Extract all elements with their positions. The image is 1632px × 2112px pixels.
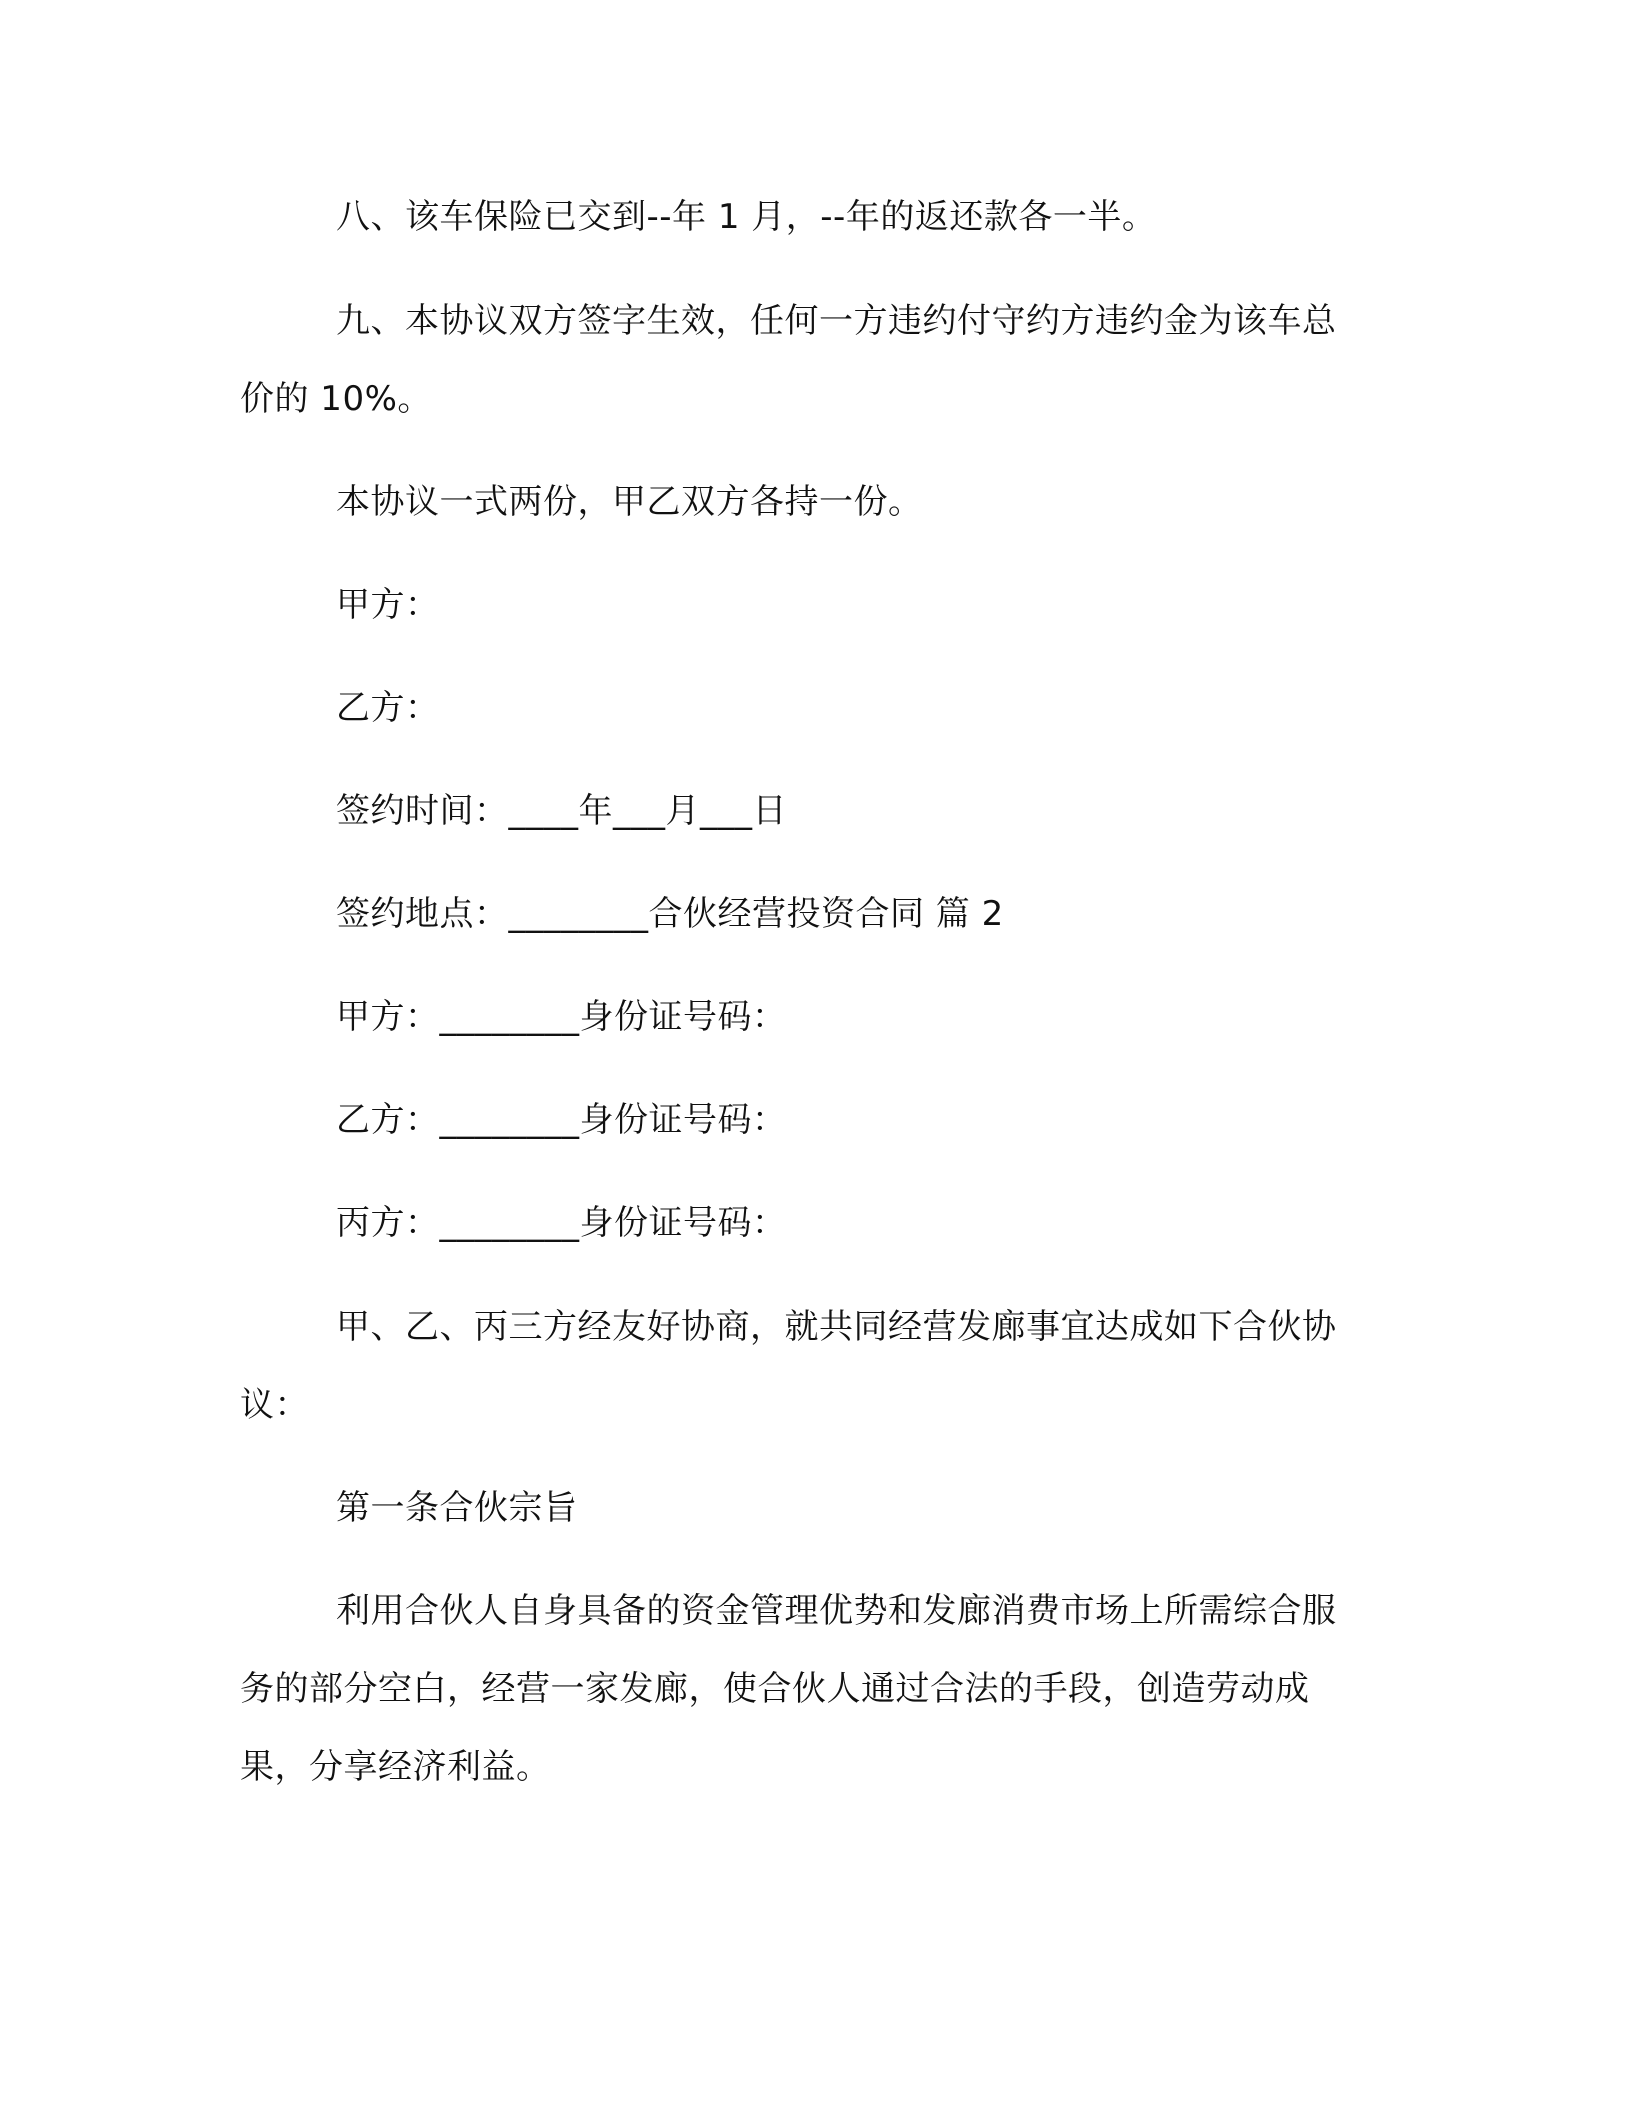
party-b-signature-line: 乙方： bbox=[336, 688, 440, 728]
agreement-intro-paragraph: 甲、乙、丙三方经友好协商，就共同经营发廊事宜达成如下合伙协议： bbox=[240, 1307, 1337, 1425]
document-page bbox=[240, 0, 1370, 2112]
signing-place-line: 签约地点：________合伙经营投资合同 篇 2 bbox=[336, 894, 1004, 934]
article-1-body: 利用合伙人自身具备的资金管理优势和发廊消费市场上所需综合服务的部分空白，经营一家发廊，使合伙人通过合法的手段，创造劳动成果，分享经济利益。 bbox=[240, 1591, 1337, 1787]
signing-date-line: 签约时间：____年___月___日 bbox=[336, 791, 787, 831]
party-a-signature-line: 甲方： bbox=[336, 585, 440, 625]
clause-8-paragraph: 八、该车保险已交到--年 1 月，--年的返还款各一半。 bbox=[336, 197, 1157, 237]
article-1-heading: 第一条合伙宗旨 bbox=[336, 1488, 578, 1528]
copies-paragraph: 本协议一式两份，甲乙双方各持一份。 bbox=[336, 482, 923, 522]
party-b-id-line: 乙方：________身份证号码： bbox=[336, 1100, 787, 1140]
party-c-id-line: 丙方：________身份证号码： bbox=[336, 1203, 787, 1243]
clause-9-paragraph: 九、本协议双方签字生效，任何一方违约付守约方违约金为该车总价的 10%。 bbox=[240, 301, 1337, 419]
party-a-id-line: 甲方：________身份证号码： bbox=[336, 997, 787, 1037]
